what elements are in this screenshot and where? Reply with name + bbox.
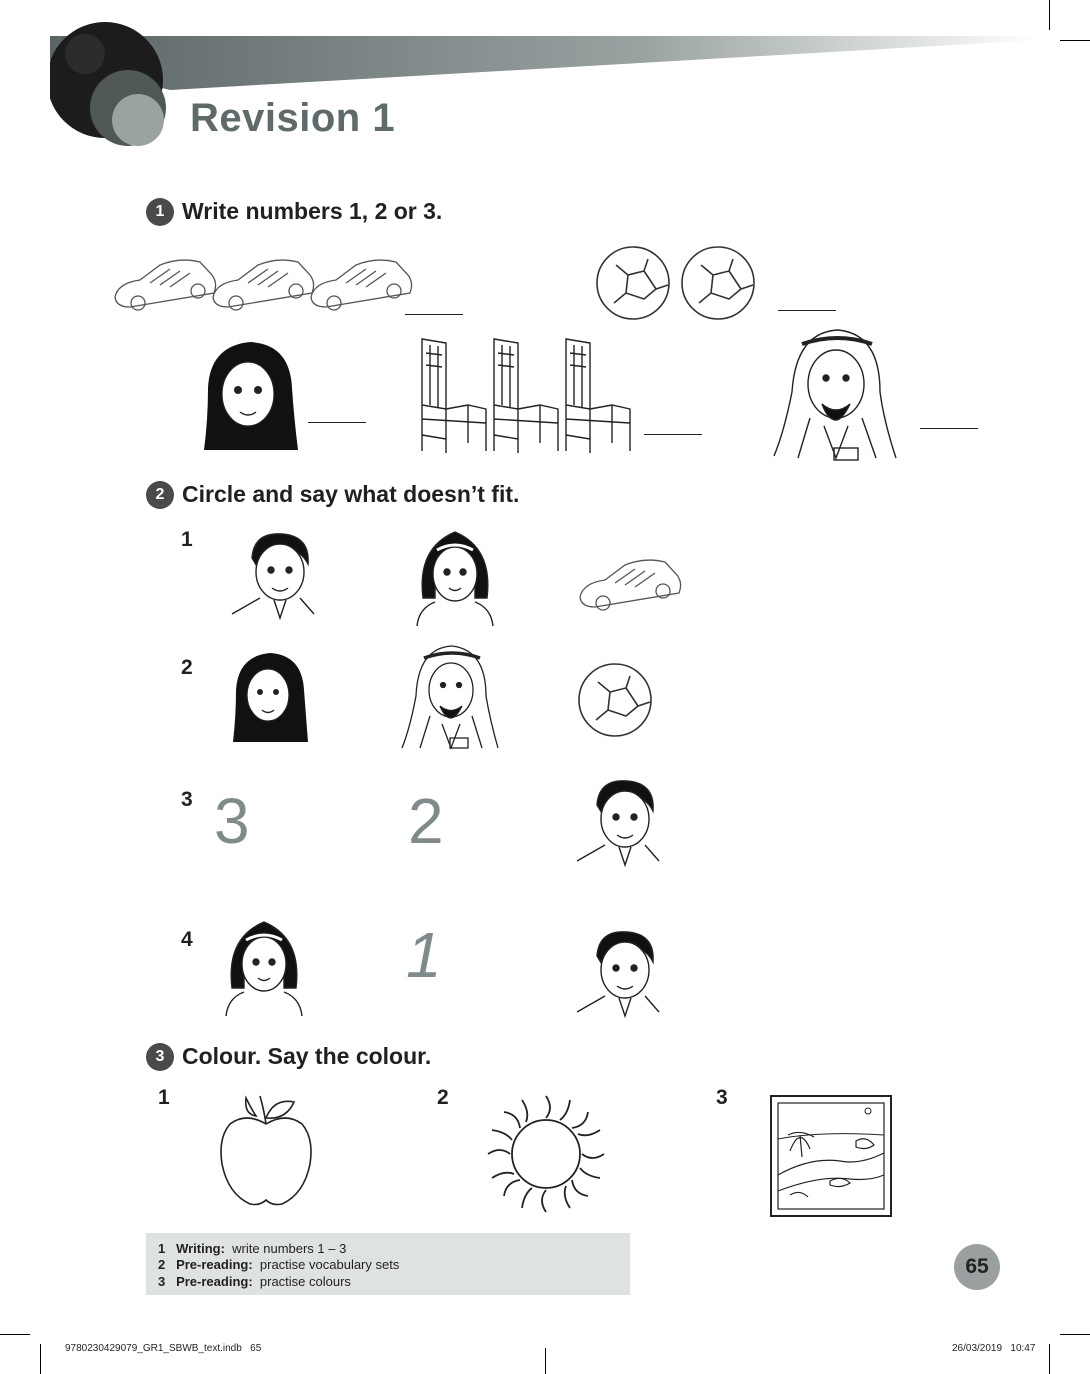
row-number: 1 bbox=[181, 528, 193, 551]
note-label: Pre-reading: bbox=[176, 1274, 253, 1289]
answer-blank[interactable] bbox=[405, 314, 463, 315]
exercise-number-badge: 3 bbox=[146, 1043, 174, 1071]
exercise-instruction: Colour. Say the colour. bbox=[182, 1043, 432, 1069]
note-text: write numbers 1 – 3 bbox=[232, 1241, 347, 1256]
note-row bbox=[158, 1274, 351, 1289]
girl-illustration[interactable] bbox=[222, 918, 306, 1018]
teacher-notes-box bbox=[146, 1233, 630, 1295]
apple-illustration[interactable] bbox=[216, 1090, 316, 1208]
ball-group-illustration bbox=[596, 245, 758, 323]
crop-mark bbox=[40, 1344, 41, 1374]
girl-hijab-illustration[interactable] bbox=[230, 650, 310, 746]
note-number: 3 bbox=[158, 1274, 166, 1289]
chair-group-illustration bbox=[416, 335, 640, 455]
car-icon bbox=[115, 260, 216, 310]
note-label: Writing: bbox=[176, 1241, 225, 1256]
answer-blank[interactable] bbox=[308, 422, 366, 423]
car-illustration[interactable] bbox=[575, 545, 687, 623]
boy-illustration[interactable] bbox=[575, 775, 661, 867]
item-number: 2 bbox=[437, 1086, 449, 1109]
answer-blank[interactable] bbox=[778, 310, 836, 311]
footer-filename: 9780230429079_GR1_SBWB_text.indb 65 bbox=[65, 1343, 262, 1354]
crop-mark bbox=[1060, 1334, 1090, 1335]
crop-mark bbox=[545, 1348, 546, 1374]
answer-blank[interactable] bbox=[644, 434, 702, 435]
row-number: 2 bbox=[181, 656, 193, 679]
exercise-instruction: Write numbers 1, 2 or 3. bbox=[182, 198, 443, 224]
girl-hijab-illustration bbox=[200, 338, 300, 456]
boy-illustration[interactable] bbox=[575, 926, 661, 1018]
crop-mark bbox=[0, 1334, 30, 1335]
digit-two[interactable]: 2 bbox=[408, 785, 444, 857]
landscape-picture-illustration[interactable] bbox=[770, 1095, 892, 1217]
item-number: 3 bbox=[716, 1086, 728, 1109]
note-row bbox=[158, 1241, 346, 1256]
ball-illustration[interactable] bbox=[577, 662, 653, 738]
car-group-illustration bbox=[110, 245, 420, 320]
note-number: 2 bbox=[158, 1257, 166, 1272]
boy-illustration[interactable] bbox=[230, 528, 316, 620]
crop-mark bbox=[1049, 1344, 1050, 1374]
answer-blank[interactable] bbox=[920, 428, 978, 429]
man-ghutra-illustration[interactable] bbox=[400, 640, 500, 752]
girl-illustration[interactable] bbox=[413, 528, 497, 628]
page-title: Revision 1 bbox=[190, 96, 396, 140]
exercise-number-badge: 1 bbox=[146, 198, 174, 226]
man-ghutra-illustration bbox=[772, 322, 900, 462]
digit-three[interactable]: 3 bbox=[214, 785, 250, 857]
item-number: 1 bbox=[158, 1086, 170, 1109]
row-number: 3 bbox=[181, 788, 193, 811]
note-label: Pre-reading: bbox=[176, 1257, 253, 1272]
note-row bbox=[158, 1257, 399, 1272]
note-number: 1 bbox=[158, 1241, 166, 1256]
page-number-badge: 65 bbox=[954, 1244, 1000, 1290]
header-decoration bbox=[0, 0, 1090, 160]
row-number: 4 bbox=[181, 928, 193, 951]
footer-date: 26/03/2019 10:47 bbox=[952, 1343, 1036, 1354]
digit-one[interactable]: 1 bbox=[406, 919, 442, 991]
exercise-number-badge: 2 bbox=[146, 481, 174, 509]
sun-illustration[interactable] bbox=[484, 1092, 608, 1216]
note-text: practise colours bbox=[259, 1274, 351, 1289]
note-text: practise vocabulary sets bbox=[259, 1257, 400, 1272]
exercise-instruction: Circle and say what doesn’t fit. bbox=[182, 481, 520, 507]
